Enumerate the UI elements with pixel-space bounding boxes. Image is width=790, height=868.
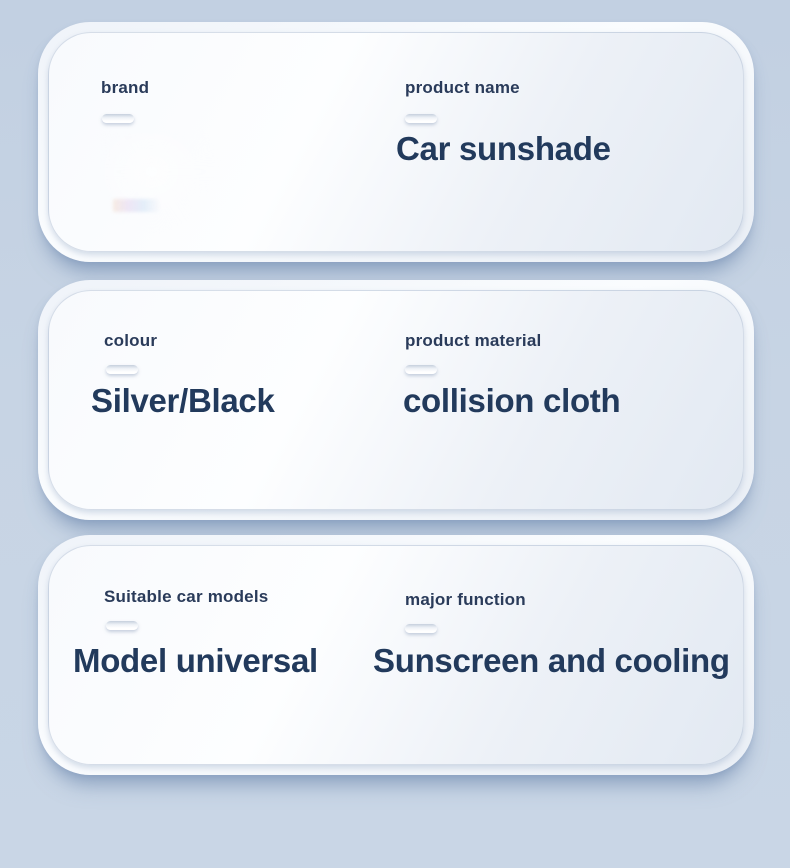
major-function-value: Sunscreen and cooling bbox=[373, 642, 730, 679]
spec-card-brand-name bbox=[38, 22, 754, 262]
major-function-underline-dash bbox=[405, 624, 437, 633]
colour-underline-dash bbox=[106, 365, 138, 374]
car-models-value: Model universal bbox=[73, 642, 318, 679]
spec-card-models-function bbox=[38, 535, 754, 775]
product-name-label: product name bbox=[405, 78, 520, 97]
erased-brand-smudge bbox=[113, 199, 159, 212]
spec-card-colour-material bbox=[38, 280, 754, 520]
card-surface bbox=[48, 32, 744, 252]
brand-underline-dash bbox=[102, 114, 134, 123]
car-models-label: Suitable car models bbox=[104, 587, 269, 606]
product-name-underline-dash bbox=[405, 114, 437, 123]
colour-label: colour bbox=[104, 331, 158, 350]
material-value: collision cloth bbox=[403, 382, 621, 419]
erased-brand-mark bbox=[101, 131, 221, 233]
material-label: product material bbox=[405, 331, 542, 350]
material-underline-dash bbox=[405, 365, 437, 374]
brand-label: brand bbox=[101, 78, 150, 97]
card-surface bbox=[48, 545, 744, 765]
major-function-label: major function bbox=[405, 590, 526, 609]
card-surface bbox=[48, 290, 744, 510]
product-name-value: Car sunshade bbox=[396, 130, 611, 167]
car-models-underline-dash bbox=[106, 621, 138, 630]
colour-value: Silver/Black bbox=[91, 382, 275, 419]
